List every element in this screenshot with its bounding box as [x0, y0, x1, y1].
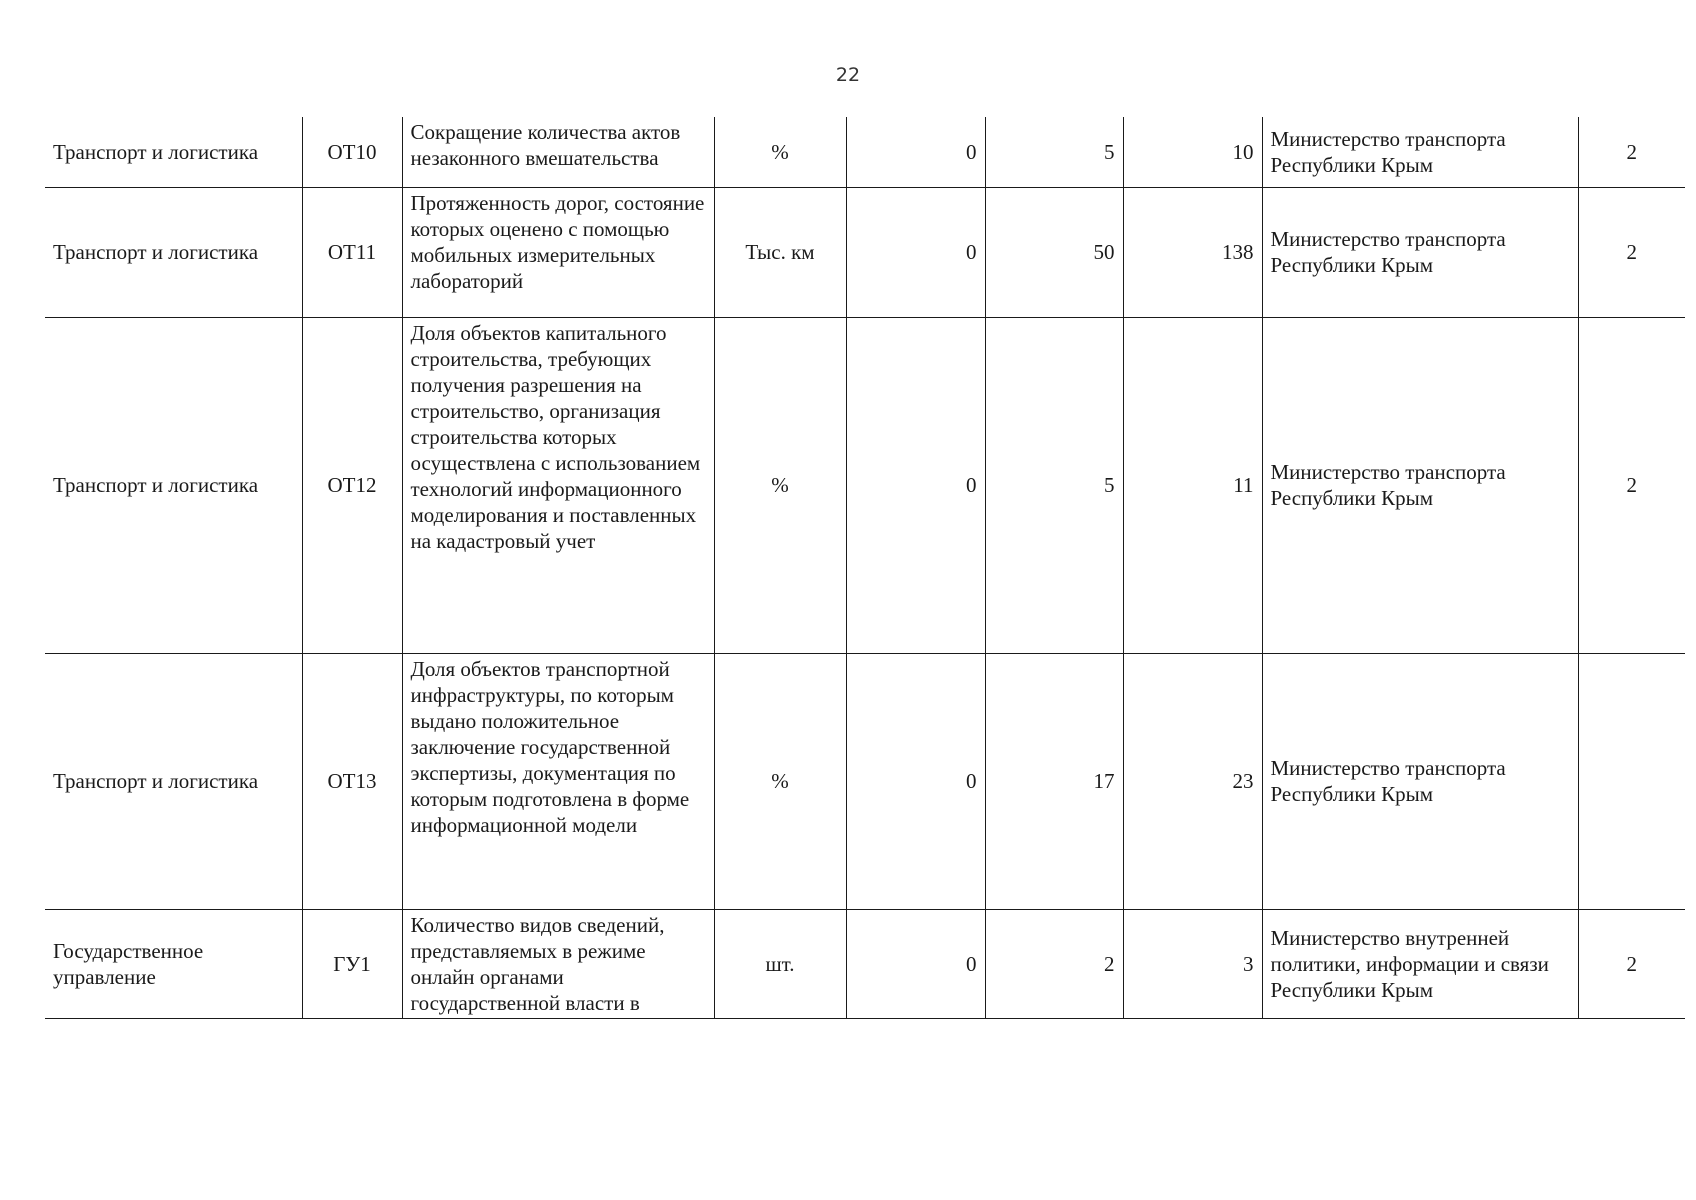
level-cell [1578, 909, 1685, 1018]
value-1-text: 0 [966, 240, 977, 264]
responsible-text: Министерство транспорта Республики Крым [1270, 227, 1506, 277]
code-cell [302, 117, 402, 187]
indicator-name-cell [402, 909, 714, 1018]
level-cell [1578, 187, 1685, 317]
unit-text: шт. [765, 951, 795, 976]
sector-text: Транспорт и логистика [53, 139, 259, 164]
indicator-name-cell [402, 117, 714, 187]
level-text: 2 [1626, 139, 1637, 164]
sector-text: Транспорт и логистика [53, 473, 259, 497]
value-3-cell [1123, 117, 1262, 187]
responsible-cell [1262, 909, 1578, 1018]
responsible-text: Министерство транспорта Республики Крым [1270, 756, 1506, 806]
unit-text: % [771, 769, 789, 793]
code-cell [302, 187, 402, 317]
value-3-cell [1123, 317, 1262, 653]
value-2-cell [985, 117, 1123, 187]
indicator-name-text: Сокращение количества актов незаконного вмешательства [410, 120, 681, 170]
unit-text: % [771, 139, 789, 164]
code-cell [302, 653, 402, 909]
indicator-name-text: Количество видов сведений, представляемых в режиме онлайн органами государственной власти в [410, 912, 665, 1015]
value-3-cell [1123, 187, 1262, 317]
code-text: ОТ12 [327, 473, 377, 497]
responsible-text: Министерство внутренней политики, информации и связи Республики Крым [1270, 925, 1549, 1002]
responsible-cell [1262, 653, 1578, 909]
indicator-name-text: Доля объектов капитального строительства, требующих получения разрешения на строительство, организация строительства которых осуществлена с использованием технологий информационного моделирования и поставленных на кадастровый учет [410, 320, 701, 553]
page-number: 22 [835, 64, 861, 86]
unit-text: % [771, 473, 789, 497]
value-2-cell [985, 187, 1123, 317]
value-3-cell [1123, 653, 1262, 909]
indicator-name-cell [402, 187, 714, 317]
level-text: 2 [1626, 951, 1637, 976]
code-text: ОТ11 [327, 240, 377, 264]
table-body [45, 117, 1685, 1018]
value-2-cell [985, 909, 1123, 1018]
responsible-text: Министерство транспорта Республики Крым [1270, 126, 1506, 177]
level-cell [1578, 117, 1685, 187]
sector-text: Транспорт и логистика [53, 769, 259, 793]
level-cell [1578, 653, 1685, 909]
unit-cell [714, 317, 846, 653]
code-text: ОТ13 [327, 769, 377, 793]
level-text: 2 [1626, 240, 1637, 264]
level-cell [1578, 317, 1685, 653]
unit-cell [714, 653, 846, 909]
unit-cell [714, 187, 846, 317]
value-3-text: 23 [1232, 769, 1254, 793]
value-1-text: 0 [966, 473, 977, 497]
sector-cell [45, 187, 302, 317]
sector-text: Транспорт и логистика [53, 240, 259, 264]
sector-cell [45, 909, 302, 1018]
value-2-cell [985, 317, 1123, 653]
value-2-text: 50 [1093, 240, 1115, 264]
value-1-cell [846, 317, 985, 653]
indicators-table [45, 117, 1685, 1019]
sector-text: Государственное управление [53, 938, 204, 989]
value-2-text: 2 [1104, 951, 1115, 976]
value-3-cell [1123, 909, 1262, 1018]
unit-cell [714, 909, 846, 1018]
responsible-text: Министерство транспорта Республики Крым [1270, 460, 1506, 510]
value-3-text: 11 [1233, 473, 1254, 497]
indicator-name-cell [402, 653, 714, 909]
value-2-text: 5 [1104, 139, 1115, 164]
table-row [45, 317, 1685, 653]
level-text: 2 [1626, 473, 1637, 497]
indicator-name-cell [402, 317, 714, 653]
sector-cell [45, 317, 302, 653]
value-1-text: 0 [966, 139, 977, 164]
value-1-text: 0 [966, 769, 977, 793]
value-1-cell [846, 909, 985, 1018]
code-cell [302, 317, 402, 653]
value-1-cell [846, 187, 985, 317]
code-text: ОТ10 [327, 139, 377, 164]
responsible-cell [1262, 117, 1578, 187]
value-2-cell [985, 653, 1123, 909]
sector-cell [45, 117, 302, 187]
table-row [45, 653, 1685, 909]
table-row [45, 117, 1685, 187]
value-3-text: 3 [1243, 951, 1254, 976]
responsible-cell [1262, 187, 1578, 317]
table-row [45, 187, 1685, 317]
table-row [45, 909, 1685, 1018]
value-1-text: 0 [966, 951, 977, 976]
value-1-cell [846, 117, 985, 187]
responsible-cell [1262, 317, 1578, 653]
value-3-text: 138 [1222, 240, 1254, 264]
sector-cell [45, 653, 302, 909]
value-2-text: 5 [1104, 473, 1115, 497]
indicator-name-text: Протяженность дорог, состояние которых оценено с помощью мобильных измерительных лабораторий [410, 190, 705, 293]
value-2-text: 17 [1093, 769, 1115, 793]
unit-text: Тыс. км [745, 240, 815, 264]
value-3-text: 10 [1232, 139, 1254, 164]
code-cell [302, 909, 402, 1018]
value-1-cell [846, 653, 985, 909]
indicator-name-text: Доля объектов транспортной инфраструктуры, по которым выдано положительное заключение государственной экспертизы, документация по которым подготовлена в форме информационной модели [410, 656, 690, 837]
code-text: ГУ1 [333, 951, 371, 976]
unit-cell [714, 117, 846, 187]
